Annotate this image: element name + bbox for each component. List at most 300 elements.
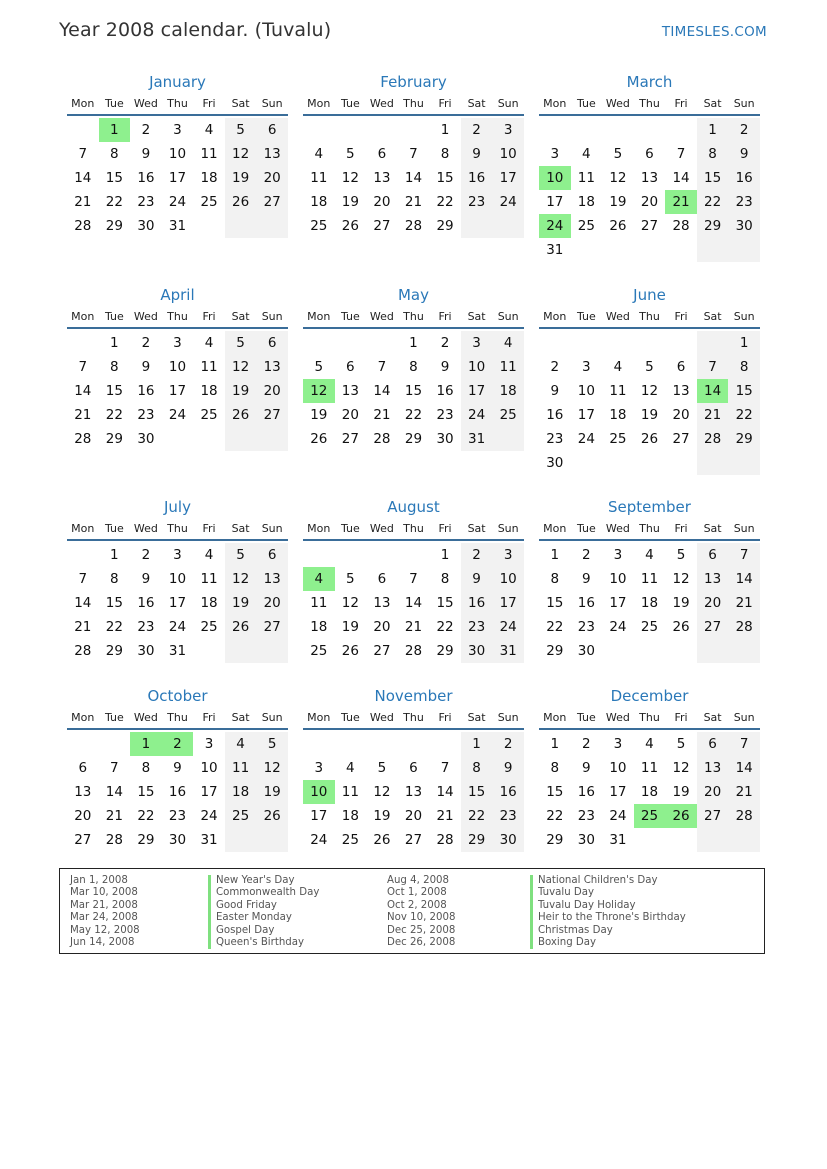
day-cell: 31 — [168, 643, 187, 659]
empty-cell — [571, 118, 603, 142]
empty-cell — [634, 451, 666, 475]
day-cell: 19 — [609, 194, 627, 210]
holiday-name: Good Friday — [208, 900, 319, 912]
day-cell: 2 — [728, 118, 760, 142]
day-cell: 30 — [461, 639, 493, 663]
day-cell: 27 — [373, 218, 391, 234]
day-grid — [67, 543, 288, 663]
weekday-label: Fri — [202, 309, 216, 323]
day-grid — [539, 543, 760, 663]
day-cell: 11 — [609, 383, 627, 399]
holiday-day-cell: 14 — [697, 379, 729, 403]
holiday-name: New Year's Day — [208, 875, 319, 887]
day-cell: 16 — [492, 780, 524, 804]
day-cell: 9 — [492, 756, 524, 780]
day-cell: 26 — [225, 403, 257, 427]
day-cell: 2 — [141, 122, 151, 138]
day-cell: 30 — [137, 218, 155, 234]
day-cell: 12 — [341, 170, 359, 186]
day-cell: 1 — [110, 547, 119, 563]
month-october — [67, 685, 288, 852]
day-grid — [67, 118, 288, 238]
day-cell: 15 — [436, 595, 454, 611]
empty-cell — [697, 331, 729, 355]
day-cell: 12 — [225, 142, 257, 166]
day-cell: 15 — [105, 383, 123, 399]
day-cell: 1 — [728, 331, 760, 355]
day-cell: 8 — [110, 571, 119, 587]
day-cell: 19 — [341, 619, 359, 635]
day-cell: 28 — [74, 643, 92, 659]
day-cell: 27 — [672, 431, 690, 447]
day-cell: 23 — [546, 431, 564, 447]
day-cell: 18 — [640, 784, 659, 800]
empty-cell — [67, 331, 99, 355]
weekday-header — [303, 93, 524, 113]
weekday-label: Sat — [703, 710, 722, 724]
day-cell: 6 — [78, 760, 88, 776]
day-cell: 8 — [461, 756, 493, 780]
day-cell: 19 — [225, 166, 257, 190]
day-cell: 10 — [492, 142, 524, 166]
weekday-label: Wed — [369, 521, 394, 535]
day-cell: 24 — [461, 403, 493, 427]
day-cell: 23 — [492, 804, 524, 828]
day-cell: 11 — [310, 170, 328, 186]
weekday-label: Sun — [497, 96, 519, 110]
day-cell: 3 — [492, 543, 524, 567]
empty-cell — [335, 331, 367, 355]
day-cell: 29 — [105, 218, 123, 234]
empty-cell — [193, 639, 225, 663]
month-november — [303, 685, 524, 852]
day-cell: 12 — [609, 170, 627, 186]
day-cell: 14 — [105, 784, 123, 800]
weekday-label: Thu — [639, 96, 660, 110]
month-title: September — [608, 498, 691, 516]
empty-cell — [99, 732, 131, 756]
day-cell: 18 — [609, 407, 627, 423]
day-cell: 30 — [168, 832, 187, 848]
weekday-label: Sat — [467, 309, 486, 323]
day-cell: 20 — [404, 808, 423, 824]
day-cell: 19 — [225, 379, 257, 403]
holiday-date: Jan 1, 2008 — [70, 875, 128, 886]
day-cell: 17 — [546, 194, 564, 210]
day-cell: 30 — [137, 431, 155, 447]
empty-cell — [602, 238, 634, 262]
day-cell: 21 — [105, 808, 123, 824]
day-cell: 20 — [256, 166, 288, 190]
month-march — [539, 71, 760, 262]
day-cell: 4 — [492, 331, 524, 355]
day-cell: 26 — [341, 218, 359, 234]
empty-cell — [602, 451, 634, 475]
holiday-date: Oct 2, 2008 — [387, 899, 447, 911]
day-cell: 14 — [74, 170, 92, 186]
day-cell: 28 — [74, 218, 92, 234]
day-cell: 5 — [225, 118, 257, 142]
weekday-label: Thu — [639, 521, 660, 535]
day-cell: 16 — [728, 166, 760, 190]
day-cell: 27 — [697, 615, 729, 639]
weekday-label: Tue — [576, 96, 596, 110]
weekday-label: Thu — [167, 710, 188, 724]
empty-cell — [366, 543, 398, 567]
day-cell: 9 — [141, 359, 151, 375]
day-cell: 3 — [492, 118, 524, 142]
empty-cell — [225, 427, 257, 451]
day-cell: 19 — [225, 591, 257, 615]
empty-cell — [225, 639, 257, 663]
weekday-label: Mon — [543, 309, 567, 323]
day-cell: 6 — [256, 543, 288, 567]
day-cell: 29 — [105, 643, 123, 659]
day-cell: 4 — [645, 547, 654, 563]
empty-cell — [602, 118, 634, 142]
empty-cell — [461, 214, 493, 238]
day-cell: 30 — [436, 431, 454, 447]
day-cell: 13 — [256, 142, 288, 166]
empty-cell — [728, 639, 760, 663]
day-cell: 20 — [373, 194, 391, 210]
header-rule — [303, 114, 524, 116]
day-cell: 17 — [168, 383, 187, 399]
day-cell: 19 — [256, 780, 288, 804]
day-cell: 9 — [141, 571, 151, 587]
day-cell: 15 — [461, 780, 493, 804]
day-cell: 4 — [204, 122, 214, 138]
weekday-label: Fri — [438, 710, 452, 724]
day-cell: 19 — [672, 595, 690, 611]
day-cell: 31 — [546, 242, 564, 258]
day-cell: 29 — [404, 431, 423, 447]
day-cell: 11 — [200, 359, 218, 375]
holiday-name: Easter Monday — [208, 912, 319, 924]
day-cell: 28 — [697, 427, 729, 451]
holiday-day-cell: 1 — [130, 732, 162, 756]
day-cell: 24 — [492, 615, 524, 639]
header-rule — [539, 114, 760, 116]
day-cell: 16 — [436, 383, 454, 399]
day-grid — [303, 543, 524, 663]
header-rule — [67, 114, 288, 116]
day-cell: 7 — [440, 760, 450, 776]
day-cell: 20 — [697, 591, 729, 615]
day-cell: 9 — [173, 760, 182, 776]
weekday-label: Mon — [307, 96, 331, 110]
day-cell: 23 — [137, 194, 155, 210]
day-cell: 11 — [310, 595, 328, 611]
day-cell: 10 — [609, 760, 627, 776]
empty-cell — [728, 828, 760, 852]
weekday-label: Fri — [674, 521, 688, 535]
weekday-label: Wed — [605, 96, 630, 110]
day-cell: 17 — [168, 170, 187, 186]
empty-cell — [634, 331, 666, 355]
day-cell: 4 — [204, 335, 214, 351]
weekday-label: Wed — [369, 309, 394, 323]
day-cell: 24 — [310, 832, 328, 848]
day-cell: 14 — [74, 383, 92, 399]
day-cell: 26 — [256, 804, 288, 828]
day-cell: 12 — [256, 756, 288, 780]
header-rule — [539, 327, 760, 329]
weekday-header — [539, 306, 760, 326]
day-cell: 21 — [404, 194, 423, 210]
day-grid — [303, 118, 524, 238]
day-cell: 17 — [609, 784, 627, 800]
day-cell: 2 — [461, 118, 493, 142]
day-grid — [67, 331, 288, 451]
weekday-label: Thu — [639, 309, 660, 323]
weekday-label: Thu — [403, 309, 424, 323]
day-cell: 19 — [341, 194, 359, 210]
day-cell: 5 — [225, 331, 257, 355]
day-cell: 7 — [78, 571, 88, 587]
weekday-label: Wed — [133, 521, 158, 535]
day-cell: 20 — [256, 379, 288, 403]
day-grid — [303, 331, 524, 451]
holiday-date: Mar 10, 2008 — [70, 887, 138, 899]
month-title: February — [380, 73, 447, 91]
weekday-label: Tue — [340, 96, 360, 110]
day-cell: 9 — [440, 359, 450, 375]
day-cell: 7 — [728, 732, 760, 756]
weekday-header — [303, 518, 524, 538]
day-cell: 2 — [550, 359, 560, 375]
empty-cell — [634, 828, 666, 852]
weekday-label: Tue — [340, 521, 360, 535]
day-cell: 25 — [577, 218, 595, 234]
day-cell: 4 — [613, 359, 623, 375]
day-cell: 20 — [697, 780, 729, 804]
day-cell: 5 — [676, 736, 686, 752]
day-cell: 2 — [582, 736, 591, 752]
day-cell: 17 — [310, 808, 328, 824]
empty-cell — [665, 639, 697, 663]
day-cell: 29 — [728, 427, 760, 451]
weekday-header — [303, 306, 524, 326]
day-cell: 7 — [697, 355, 729, 379]
day-cell: 18 — [577, 194, 595, 210]
day-cell: 21 — [728, 591, 760, 615]
day-cell: 17 — [492, 166, 524, 190]
day-cell: 1 — [697, 118, 729, 142]
day-cell: 13 — [256, 567, 288, 591]
day-cell: 2 — [492, 732, 524, 756]
day-cell: 27 — [640, 218, 659, 234]
empty-cell — [398, 543, 430, 567]
day-cell: 11 — [200, 571, 218, 587]
weekday-label: Mon — [307, 309, 331, 323]
day-cell: 10 — [492, 567, 524, 591]
day-cell: 27 — [697, 804, 729, 828]
day-cell: 16 — [546, 407, 564, 423]
day-cell: 9 — [582, 571, 591, 587]
day-cell: 1 — [550, 547, 560, 563]
day-cell: 29 — [137, 832, 155, 848]
month-title: April — [160, 286, 195, 304]
day-cell: 18 — [640, 595, 659, 611]
weekday-header — [539, 93, 760, 113]
day-cell: 20 — [341, 407, 359, 423]
day-cell: 26 — [310, 431, 328, 447]
day-cell: 24 — [200, 808, 218, 824]
weekday-label: Fri — [438, 521, 452, 535]
day-cell: 1 — [440, 122, 450, 138]
day-grid — [539, 331, 760, 475]
empty-cell — [303, 331, 335, 355]
day-cell: 6 — [409, 760, 418, 776]
day-cell: 30 — [546, 455, 564, 471]
empty-cell — [256, 214, 288, 238]
month-january — [67, 71, 288, 238]
empty-cell — [303, 118, 335, 142]
day-cell: 9 — [461, 567, 493, 591]
weekday-label: Sat — [703, 309, 722, 323]
day-cell: 14 — [672, 170, 690, 186]
day-cell: 23 — [436, 407, 454, 423]
month-july — [67, 496, 288, 663]
day-cell: 22 — [546, 808, 564, 824]
day-cell: 28 — [404, 218, 423, 234]
day-cell: 22 — [105, 407, 123, 423]
day-cell: 24 — [577, 431, 595, 447]
day-cell: 8 — [110, 359, 119, 375]
empty-cell — [697, 639, 729, 663]
day-cell: 11 — [341, 784, 359, 800]
weekday-label: Sat — [467, 96, 486, 110]
holiday-name: Tuvalu Day — [530, 887, 686, 899]
day-grid — [539, 732, 760, 852]
legend-right-names — [530, 875, 686, 949]
day-cell: 30 — [492, 828, 524, 852]
month-title: July — [164, 498, 191, 516]
day-cell: 16 — [168, 784, 187, 800]
day-cell: 7 — [78, 146, 88, 162]
holiday-legend — [59, 868, 765, 954]
day-cell: 3 — [461, 331, 493, 355]
empty-cell — [256, 427, 288, 451]
weekday-label: Fri — [438, 96, 452, 110]
day-cell: 28 — [436, 832, 454, 848]
day-cell: 16 — [577, 784, 595, 800]
holiday-day-cell: 26 — [665, 804, 697, 828]
day-cell: 3 — [314, 760, 324, 776]
weekday-label: Fri — [202, 96, 216, 110]
day-cell: 31 — [168, 218, 187, 234]
day-cell: 25 — [341, 832, 359, 848]
empty-cell — [665, 238, 697, 262]
day-cell: 27 — [74, 832, 92, 848]
month-title: March — [626, 73, 673, 91]
weekday-label: Sun — [261, 96, 283, 110]
weekday-label: Sat — [703, 96, 722, 110]
empty-cell — [366, 118, 398, 142]
day-cell: 25 — [200, 407, 218, 423]
day-cell: 16 — [137, 170, 155, 186]
holiday-name: Tuvalu Day Holiday — [530, 900, 686, 912]
day-cell: 26 — [341, 643, 359, 659]
day-cell: 5 — [256, 732, 288, 756]
empty-cell — [697, 451, 729, 475]
day-cell: 10 — [461, 355, 493, 379]
weekday-label: Sun — [733, 521, 755, 535]
day-cell: 13 — [404, 784, 423, 800]
day-cell: 17 — [200, 784, 218, 800]
day-cell: 1 — [110, 335, 119, 351]
empty-cell — [602, 331, 634, 355]
weekday-label: Thu — [167, 96, 188, 110]
weekday-label: Sat — [231, 96, 250, 110]
day-cell: 24 — [168, 619, 187, 635]
day-cell: 29 — [105, 431, 123, 447]
day-cell: 17 — [492, 591, 524, 615]
day-cell: 25 — [310, 643, 328, 659]
weekday-label: Fri — [202, 710, 216, 724]
legend-right-dates — [387, 875, 456, 949]
day-cell: 14 — [74, 595, 92, 611]
day-cell: 18 — [200, 383, 218, 399]
day-cell: 26 — [225, 190, 257, 214]
day-cell: 21 — [404, 619, 423, 635]
empty-cell — [335, 543, 367, 567]
day-cell: 25 — [492, 403, 524, 427]
day-cell: 18 — [310, 194, 328, 210]
weekday-label: Tue — [104, 710, 124, 724]
holiday-date: Nov 10, 2008 — [387, 912, 456, 924]
day-cell: 22 — [404, 407, 423, 423]
day-cell: 29 — [436, 218, 454, 234]
brand-link[interactable]: TIMESLES.COM — [661, 24, 767, 40]
weekday-label: Wed — [605, 309, 630, 323]
day-cell: 15 — [697, 166, 729, 190]
day-cell: 22 — [105, 194, 123, 210]
empty-cell — [193, 427, 225, 451]
weekday-header — [539, 707, 760, 727]
weekday-label: Tue — [576, 710, 596, 724]
day-cell: 23 — [728, 190, 760, 214]
weekday-label: Sat — [703, 521, 722, 535]
day-cell: 11 — [577, 170, 595, 186]
day-cell: 6 — [697, 732, 729, 756]
day-cell: 3 — [173, 547, 182, 563]
holiday-name: Commonwealth Day — [208, 887, 319, 899]
weekday-header — [539, 518, 760, 538]
weekday-label: Sun — [497, 710, 519, 724]
holiday-date: Dec 25, 2008 — [387, 924, 456, 936]
day-cell: 16 — [137, 383, 155, 399]
weekday-label: Wed — [369, 96, 394, 110]
header-rule — [303, 539, 524, 541]
empty-cell — [602, 639, 634, 663]
day-cell: 28 — [672, 218, 690, 234]
month-may — [303, 284, 524, 451]
weekday-label: Wed — [133, 96, 158, 110]
empty-cell — [366, 331, 398, 355]
holiday-day-cell: 10 — [539, 166, 571, 190]
day-cell: 2 — [141, 547, 151, 563]
empty-cell — [571, 331, 603, 355]
day-cell: 14 — [728, 756, 760, 780]
weekday-label: Tue — [104, 309, 124, 323]
day-cell: 13 — [672, 383, 690, 399]
day-cell: 18 — [310, 619, 328, 635]
day-cell: 8 — [550, 571, 560, 587]
month-december — [539, 685, 760, 852]
day-cell: 4 — [204, 547, 214, 563]
